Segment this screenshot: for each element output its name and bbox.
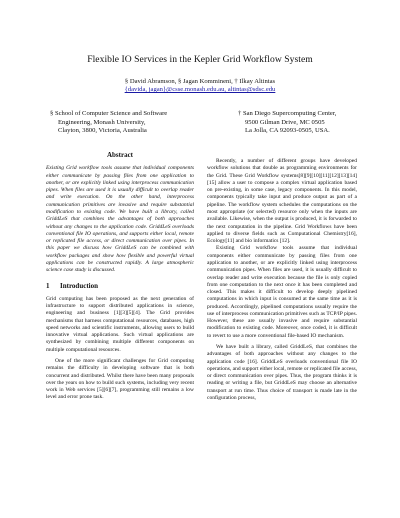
intro-paragraph: One of the more significant challenges for Grid computing remains the difficulty in developing software that is both concurrent and distributed. Whilst there have been many proposals over the years on how to build such systems, including very recent work in Web services [5][6][7], programming still remains a low level and error prone task. <box>46 358 194 401</box>
author-names: § David Abramson, § Jagan Kommineni, † Ilkay Altintas <box>124 78 276 85</box>
affiliation-line: Engineering, Monash University, <box>58 118 146 126</box>
intro-paragraph: Grid computing has been proposed as the next generation of infrastructure to support distributed applications in science, engineering and business [1][3][5][4]. The Grid provides mechanisms that harness computational resources, databases, high speed networks and scientific instruments, allowing users to build innovative virtual applications. Such virtual applications are synthesized by combining multiple different components on multiple computational resources. <box>46 295 194 353</box>
affiliation-sdsc <box>238 110 378 136</box>
author-block <box>0 78 400 95</box>
affiliation-line: Clayton, 3800, Victoria, Australia <box>58 127 147 135</box>
affiliation-line: † San Diego Supercomputing Center, <box>238 110 337 117</box>
affiliation-line: La Jolla, CA 92093-0505, USA. <box>245 127 330 135</box>
left-column <box>46 152 194 402</box>
abstract-heading: Abstract <box>106 151 134 159</box>
body-paragraph: Existing Grid workflow tools assume that individual components either communicate by passing files from one application to another, or are explicitly linked using interprocess communication pipes. When files are used, it is usually difficult to overlap reader and write execution because the file is only copied from one computation to the next once it has been completed and closed. This makes it difficult to develop deeply pipelined computations in which input is consumed at the same time as it is produced. Accordingly, pipelined computations usually require the use of interprocess communication primitives such as TCP/IP pipes. However, these are usually invasive and require substantial modification to existing code. Moreover, once coded, it is difficult to revert to use a more conventional file-based IO mechanism. <box>207 245 357 339</box>
body-paragraph: Recently, a number of different groups have developed workflow solutions that double as programming environments for the Grid. These Grid Workflow systems[8][9][10][11][12][13][14][15] allow a user to compose a complex virtual application based on pre-existing, in some case, legacy components. In this model, components typically take input and produce output as part of a pipeline. The workflow system schedules the computations on the most appropriate (or selected) resource only when the inputs are available. Likewise, when the output is produced, it is forwarded to the next computation in the pipeline. Grid Workflows have been applied to diverse fields such as Computational Chemistry[16], Ecology[11] and bio informatics [12]. <box>207 158 357 245</box>
section-heading-introduction <box>46 283 194 290</box>
section-number: 1 <box>46 281 50 290</box>
affiliation-line: 9500 Gilman Drive, MC 0505 <box>245 118 325 126</box>
author-emails[interactable]: {davida, jagan}@csse.monash.edu.au, altintas@sdsc.edu <box>124 86 276 94</box>
affiliation-line: § School of Computer Science and Software <box>50 110 168 117</box>
affiliation-monash <box>50 110 210 136</box>
body-paragraph: We have built a library, called GriddLeS, that combines the advantages of both approaches without any changes to the application code [16]. GriddLeS overloads conventional file IO operations, and support either local, remote or replicated file access, or direct communication over pipes. Thus, the program thinks it is reading or writing a file, but GriddLeS may choose an alternative transport at run time. Thus choice of transport is made late in the configuration process, <box>207 344 357 401</box>
paper-title: Flexible IO Services in the Kepler Grid Workflow System <box>87 54 313 65</box>
right-column <box>207 158 357 402</box>
abstract-text: Existing Grid workflow tools assume that individual components either communicate by passing files from one application to another, or are explicitly linked using interprocess communication pipes. When files are used it is usually difficult to overlap reader and write execution. On the other hand, interprocess communication primitives are invasive and require substantial modification to existing code. We have built a library, called GriddLeS that combines the advantages of both approaches without any changes to the application code. GriddLeS overloads conventional file IO operations, and supports either local, remote or replicated file access, or direct communication over pipes. In this paper we discuss how GriddLeS can be combined with workflow packages and show how flexible and powerful virtual applications can be constructed rapidly. A large atmospheric science case study is discussed. <box>46 165 194 274</box>
section-title: Introduction <box>60 281 98 290</box>
